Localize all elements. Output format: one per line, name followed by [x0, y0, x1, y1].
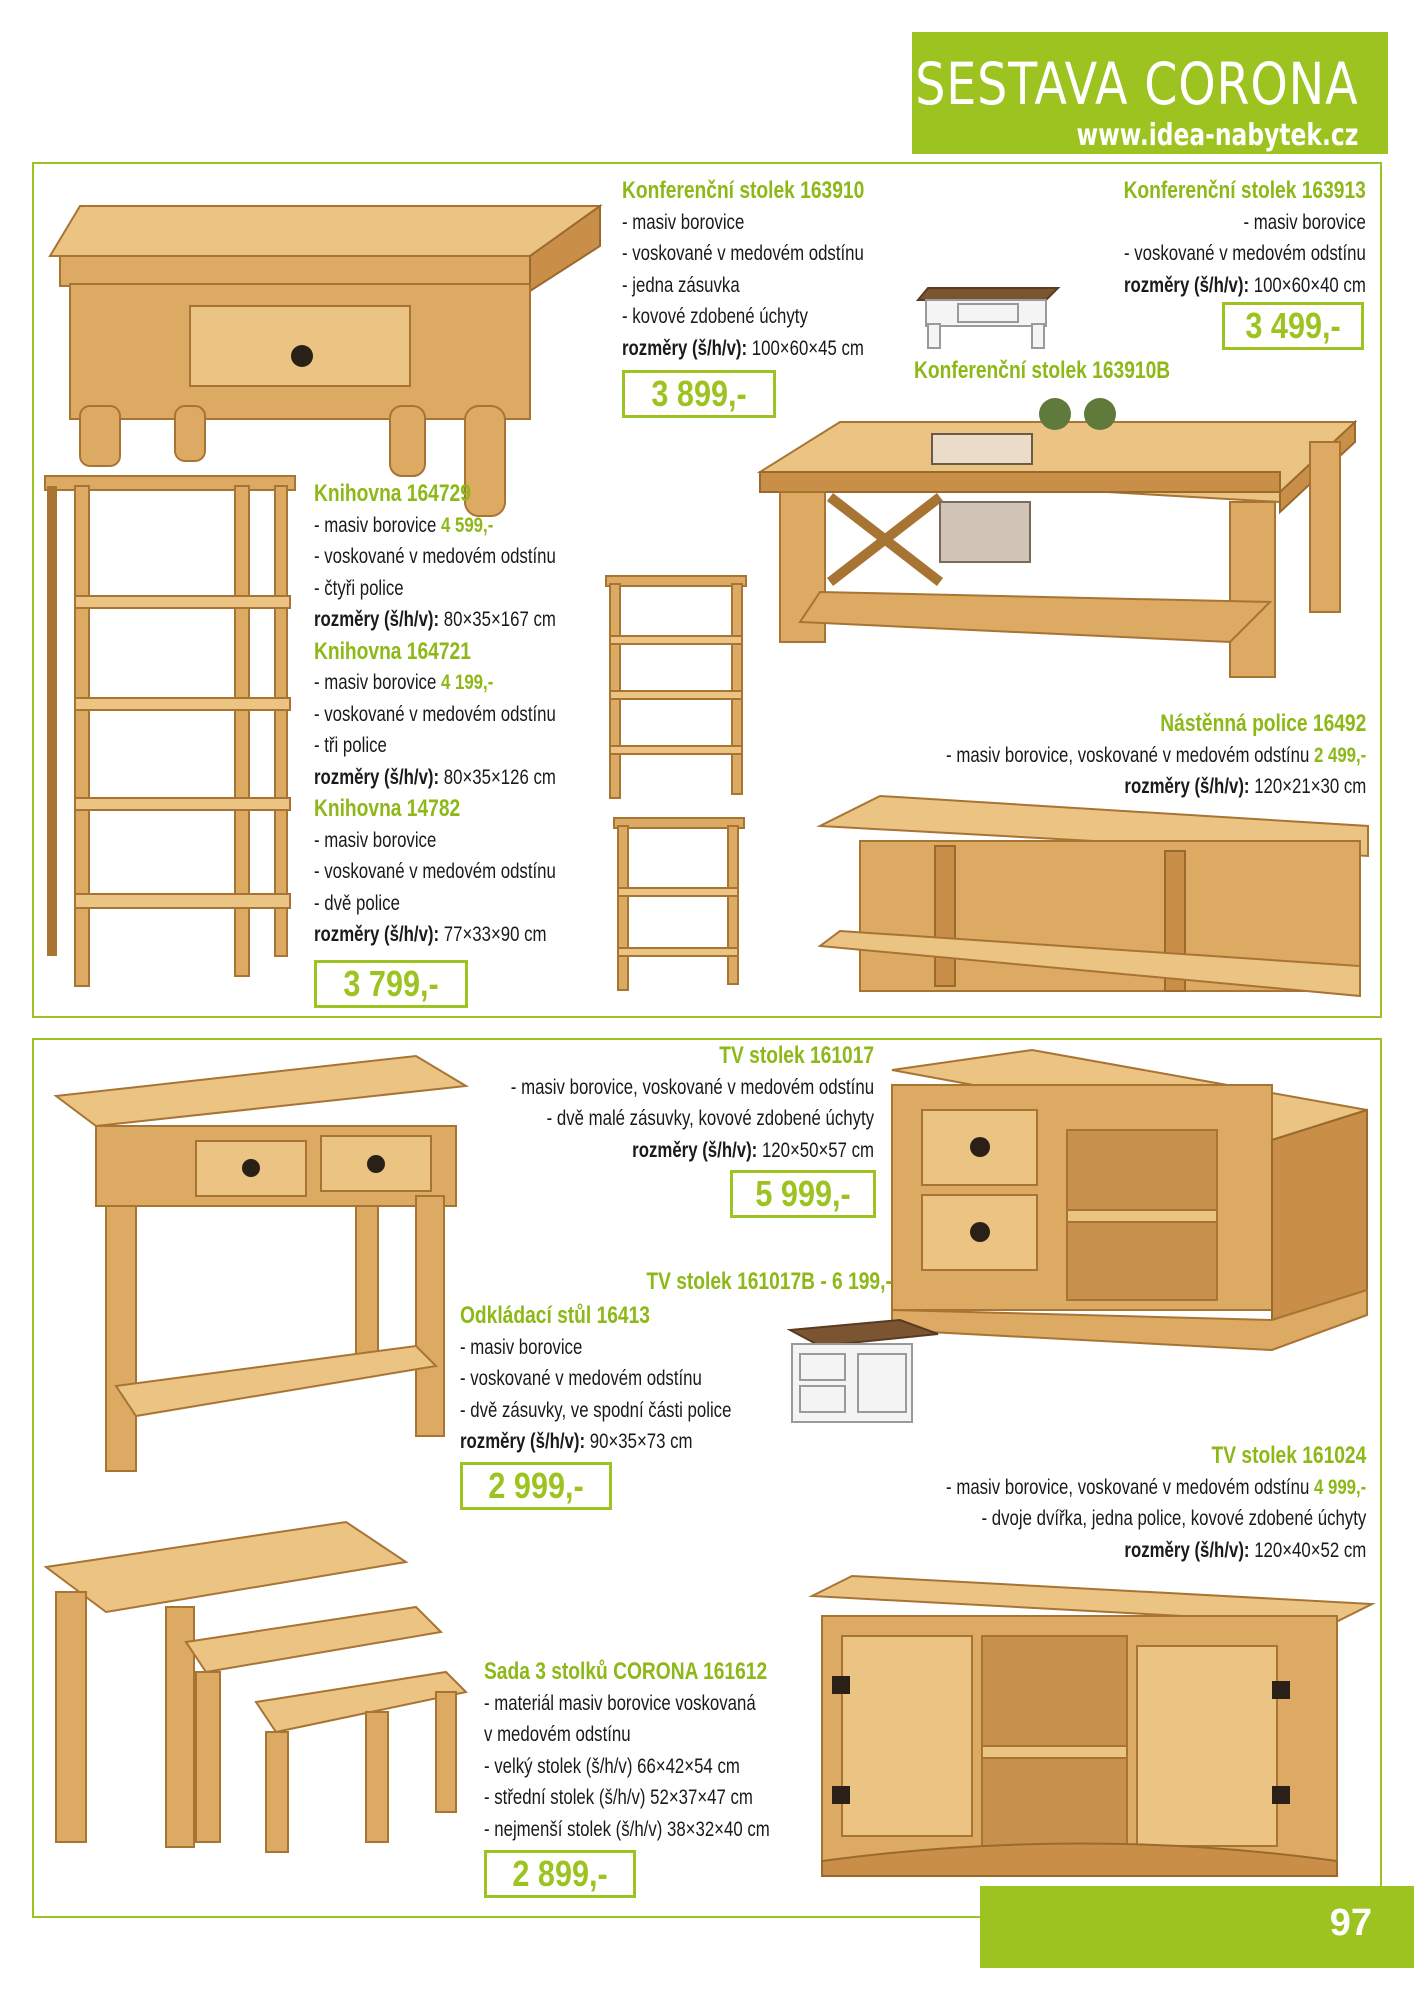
dimensions-label: rozměry (š/h/v):	[632, 1138, 758, 1162]
product-title: TV stolek 161017	[719, 1042, 874, 1069]
console-table-16413-image	[56, 1056, 466, 1476]
product-title: Nástěnná police 16492	[1160, 710, 1366, 737]
price: 3 899,-	[651, 373, 747, 414]
product-161612	[484, 1656, 841, 1845]
feature-line: - masiv borovice	[1243, 210, 1366, 234]
nesting-tables-161612-image	[46, 1522, 476, 1862]
dimensions-line	[460, 1426, 731, 1458]
feature-line: - kovové zdobené úchyty	[622, 305, 808, 328]
inline-price: 4 599,-	[440, 513, 494, 537]
product-bookcases	[314, 478, 616, 951]
dimensions-label: rozměry (š/h/v):	[314, 608, 440, 631]
feature-line: - nejmenší stolek (š/h/v) 38×32×40 cm	[484, 1817, 770, 1841]
dimensions-value: 100×60×40 cm	[1253, 273, 1366, 297]
coffee-table-163910-image	[40, 176, 610, 476]
wall-shelf-16492-image	[820, 796, 1372, 1008]
feature-line: - voskované v medovém odstínu	[622, 242, 864, 265]
product-163910	[622, 175, 925, 364]
product-161017	[420, 1040, 874, 1166]
coffee-table-163910B-image	[918, 280, 1068, 350]
bookcase-164729-image	[40, 476, 300, 986]
price-box-16413	[460, 1462, 612, 1510]
dimensions-value: 120×40×52 cm	[1253, 1538, 1366, 1562]
product-title: Knihovna 164721	[314, 637, 471, 665]
dimensions-line	[511, 1135, 874, 1167]
tv-stand-161024-image	[812, 1576, 1374, 1886]
feature-line	[946, 740, 1366, 772]
price: 2 899,-	[512, 1853, 608, 1894]
price-box-161017	[730, 1170, 876, 1218]
feature-line: - voskované v medovém odstínu	[314, 860, 556, 883]
dimensions-line	[1124, 270, 1366, 302]
feature-line: - masiv borovice	[622, 210, 745, 234]
feature-line	[314, 510, 556, 542]
price: 2 999,-	[488, 1465, 584, 1506]
product-16492	[841, 708, 1366, 803]
bookcase-164721-image	[604, 576, 749, 800]
feature-line: - voskované v medovém odstínu	[314, 545, 556, 568]
price: 3 499,-	[1245, 305, 1341, 346]
inline-price: 4 199,-	[440, 671, 494, 694]
product-title: Konferenční stolek 163910B	[914, 357, 1171, 384]
inline-price: 2 499,-	[1313, 743, 1366, 767]
feature-line: v medovém odstínu	[484, 1723, 631, 1746]
dimensions-line	[946, 1535, 1366, 1567]
feature-line: - jedna zásuvka	[622, 273, 740, 297]
product-title: Knihovna 164729	[314, 480, 471, 507]
product-163913	[1063, 175, 1366, 301]
coffee-table-163913-image	[760, 392, 1360, 682]
price: 5 999,-	[755, 1173, 851, 1214]
header-band	[912, 32, 1388, 154]
dimensions-line	[314, 762, 556, 794]
price-box-161612	[484, 1850, 636, 1898]
dimensions-value: 120×50×57 cm	[761, 1138, 874, 1162]
product-161017B	[585, 1266, 892, 1298]
feature-text: - masiv borovice	[314, 513, 437, 537]
feature-line: - voskované v medovém odstínu	[460, 1367, 702, 1390]
dimensions-value: 77×33×90 cm	[443, 923, 547, 946]
tv-stand-161017B-image	[790, 1320, 940, 1426]
product-title: TV stolek 161017B - 6 199,-	[646, 1268, 892, 1295]
price-box-14782	[314, 960, 468, 1008]
product-161024	[841, 1440, 1366, 1566]
dimensions-value: 90×35×73 cm	[589, 1430, 693, 1453]
product-163910B	[914, 355, 1234, 387]
feature-text: - masiv borovice	[314, 671, 437, 694]
feature-line: - dvě zásuvky, ve spodní části police	[460, 1398, 732, 1422]
website-url[interactable]: www.idea-nabytek.cz	[1076, 118, 1358, 153]
feature-line: - dvě malé zásuvky, kovové zdobené úchyty	[546, 1107, 874, 1130]
feature-line: - masiv borovice, voskované v medovém odstínu	[510, 1075, 874, 1099]
dimensions-value: 80×35×167 cm	[443, 608, 556, 631]
dimensions-label: rozměry (š/h/v):	[1124, 273, 1250, 297]
dimensions-label: rozměry (š/h/v):	[622, 336, 748, 360]
dimensions-label: rozměry (š/h/v):	[1124, 775, 1250, 798]
feature-line: - materiál masiv borovice voskovaná	[484, 1691, 756, 1715]
dimensions-line	[314, 604, 556, 636]
dimensions-line	[314, 919, 556, 951]
page-number-band	[980, 1886, 1414, 1968]
inline-price: 4 999,-	[1313, 1475, 1366, 1499]
feature-line: - tři police	[314, 734, 387, 757]
product-title: TV stolek 161024	[1211, 1442, 1366, 1469]
feature-line: - voskované v medovém odstínu	[1124, 242, 1366, 265]
feature-line: - dvoje dvířka, jedna police, kovové zdobené úchyty	[981, 1507, 1366, 1530]
product-title: Konferenční stolek 163910	[622, 177, 865, 204]
dimensions-value: 100×60×45 cm	[751, 336, 864, 360]
feature-line	[946, 1472, 1366, 1504]
feature-line: - velký stolek (š/h/v) 66×42×54 cm	[484, 1754, 740, 1778]
dimensions-line	[946, 771, 1366, 803]
feature-text: - masiv borovice, voskované v medovém odstínu	[945, 743, 1310, 767]
dimensions-label: rozměry (š/h/v):	[314, 765, 440, 789]
dimensions-label: rozměry (š/h/v):	[1124, 1538, 1250, 1562]
feature-text: - masiv borovice, voskované v medovém odstínu	[945, 1475, 1310, 1499]
price: 3 799,-	[343, 963, 439, 1004]
product-title: Knihovna 14782	[314, 795, 461, 822]
page-number: 97	[1329, 1902, 1372, 1944]
feature-line: - voskované v medovém odstínu	[314, 702, 556, 726]
product-title: Konferenční stolek 163913	[1123, 177, 1366, 204]
price-box-163910	[622, 370, 776, 418]
page-title: SESTAVA CORONA	[914, 50, 1358, 118]
product-title: Odkládací stůl 16413	[460, 1302, 650, 1329]
feature-line	[314, 667, 556, 699]
product-title: Sada 3 stolků CORONA 161612	[484, 1658, 768, 1685]
dimensions-value: 120×21×30 cm	[1253, 775, 1366, 798]
feature-line: - dvě police	[314, 891, 400, 915]
dimensions-label: rozměry (š/h/v):	[314, 923, 440, 946]
feature-line: - čtyři police	[314, 576, 404, 600]
tv-stand-161017-image	[892, 1050, 1367, 1370]
feature-line: - střední stolek (š/h/v) 52×37×47 cm	[484, 1786, 753, 1809]
feature-line: - masiv borovice	[460, 1335, 583, 1359]
product-16413	[460, 1300, 799, 1458]
dimensions-label: rozměry (š/h/v):	[460, 1430, 586, 1453]
dimensions-value: 80×35×126 cm	[443, 765, 556, 789]
price-box-163913	[1222, 302, 1364, 350]
bookcase-14782-image	[612, 818, 747, 990]
feature-line: - masiv borovice	[314, 828, 437, 852]
dimensions-line	[622, 333, 864, 365]
